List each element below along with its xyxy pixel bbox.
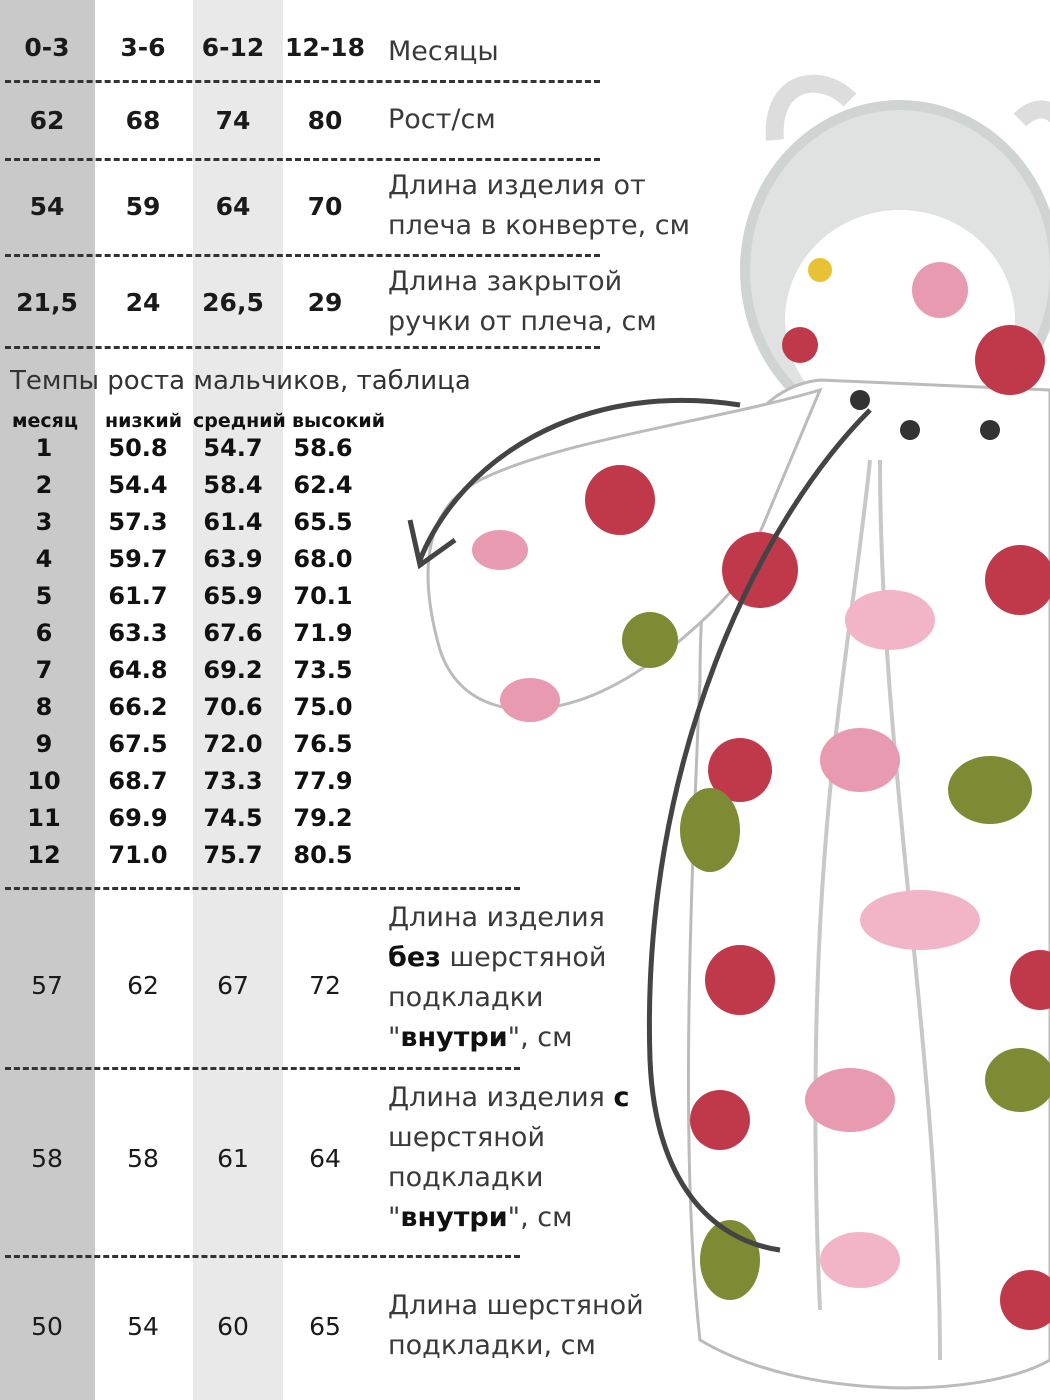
growth-high-cell: 68.0 [293, 545, 353, 573]
growth-low-cell: 67.5 [108, 730, 168, 758]
growth-month-cell: 6 [35, 619, 53, 647]
height-cell: 62 [29, 106, 65, 135]
length-without-lining-cell: 67 [217, 971, 249, 1000]
growth-low-cell: 69.9 [108, 804, 168, 832]
growth-mid-cell: 69.2 [203, 656, 263, 684]
height-cell: 68 [125, 106, 161, 135]
growth-mid-cell: 74.5 [203, 804, 263, 832]
sleeve-cell: 21,5 [16, 288, 78, 317]
divider [5, 346, 600, 349]
growth-mid-cell: 54.7 [203, 434, 263, 462]
growth-mid-cell: 65.9 [203, 582, 263, 610]
growth-month-cell: 9 [35, 730, 53, 758]
label-line [388, 1018, 718, 1058]
label-line: подкладки [388, 982, 544, 1013]
length-label-line: плеча в конверте, см [388, 210, 690, 241]
growth-high-cell: 62.4 [293, 471, 353, 499]
emphasis-text: внутри [400, 1022, 508, 1053]
growth-high-cell: 70.1 [293, 582, 353, 610]
label-line [388, 1078, 718, 1118]
length-with-lining-cell: 58 [31, 1144, 63, 1173]
growth-header-high: высокий [292, 410, 386, 432]
emphasis-text: внутри [400, 1202, 508, 1233]
growth-month-cell: 12 [27, 841, 61, 869]
header-col-6-12: 6-12 [201, 33, 265, 62]
growth-mid-cell: 61.4 [203, 508, 263, 536]
length-without-lining-cell: 72 [309, 971, 341, 1000]
growth-mid-cell: 72.0 [203, 730, 263, 758]
growth-month-cell: 4 [35, 545, 53, 573]
growth-low-cell: 63.3 [108, 619, 168, 647]
growth-low-cell: 64.8 [108, 656, 168, 684]
growth-high-cell: 71.9 [293, 619, 353, 647]
label-line: подкладки, см [388, 1330, 596, 1361]
length-cell: 54 [29, 192, 65, 221]
growth-mid-cell: 67.6 [203, 619, 263, 647]
growth-month-cell: 5 [35, 582, 53, 610]
growth-month-cell: 8 [35, 693, 53, 721]
divider [5, 887, 520, 890]
length-label-line: Длина изделия от [388, 170, 646, 201]
label-line [388, 938, 718, 978]
header-col-0-3: 0-3 [24, 33, 70, 62]
lining-length-cell: 65 [309, 1312, 341, 1341]
lining-length-cell: 50 [31, 1312, 63, 1341]
label-text: шерстяной [440, 942, 607, 973]
label-line: шерстяной [388, 1122, 545, 1153]
label-text: Длина изделия [388, 1082, 614, 1113]
sleeve-cell: 29 [307, 288, 343, 317]
growth-low-cell: 66.2 [108, 693, 168, 721]
growth-table-title: Темпы роста мальчиков, таблица [10, 366, 471, 396]
header-col-12-18: 12-18 [285, 33, 365, 62]
header-col-3-6: 3-6 [120, 33, 166, 62]
label-line: Длина шерстяной [388, 1290, 644, 1321]
growth-mid-cell: 73.3 [203, 767, 263, 795]
growth-high-cell: 73.5 [293, 656, 353, 684]
growth-header-mid: средний [193, 410, 286, 432]
growth-header-month: месяц [12, 410, 78, 432]
emphasis-text: с [613, 1082, 630, 1113]
growth-low-cell: 57.3 [108, 508, 168, 536]
growth-mid-cell: 58.4 [203, 471, 263, 499]
growth-low-cell: 59.7 [108, 545, 168, 573]
growth-month-cell: 1 [35, 434, 53, 462]
label-line: подкладки [388, 1162, 544, 1193]
growth-low-cell: 68.7 [108, 767, 168, 795]
growth-high-cell: 79.2 [293, 804, 353, 832]
growth-header-low: низкий [105, 410, 183, 432]
growth-high-cell: 76.5 [293, 730, 353, 758]
growth-high-cell: 65.5 [293, 508, 353, 536]
label-line [388, 1198, 718, 1238]
growth-mid-cell: 70.6 [203, 693, 263, 721]
length-label [388, 166, 718, 246]
length-cell: 70 [307, 192, 343, 221]
label-line: Длина изделия [388, 902, 605, 933]
growth-low-cell: 54.4 [108, 471, 168, 499]
length-without-lining-cell: 57 [31, 971, 63, 1000]
label-text: ", см [507, 1022, 573, 1053]
growth-mid-cell: 75.7 [203, 841, 263, 869]
lining-length-label [388, 1286, 718, 1366]
growth-month-cell: 3 [35, 508, 53, 536]
length-with-lining-cell: 58 [127, 1144, 159, 1173]
length-with-lining-label [388, 1078, 718, 1238]
header-label: Месяцы [388, 36, 499, 67]
growth-month-cell: 7 [35, 656, 53, 684]
length-without-lining-label [388, 898, 718, 1058]
sleeve-label-line: ручки от плеча, см [388, 306, 657, 337]
growth-high-cell: 75.0 [293, 693, 353, 721]
divider [5, 1255, 520, 1258]
sleeve-cell: 24 [125, 288, 161, 317]
length-cell: 59 [125, 192, 161, 221]
length-without-lining-cell: 62 [127, 971, 159, 1000]
length-with-lining-cell: 64 [309, 1144, 341, 1173]
growth-month-cell: 11 [27, 804, 61, 832]
growth-high-cell: 58.6 [293, 434, 353, 462]
lining-length-cell: 60 [217, 1312, 249, 1341]
growth-low-cell: 50.8 [108, 434, 168, 462]
label-text: " [388, 1202, 401, 1233]
sleeve-cell: 26,5 [202, 288, 264, 317]
length-with-lining-cell: 61 [217, 1144, 249, 1173]
growth-month-cell: 2 [35, 471, 53, 499]
label-text: ", см [507, 1202, 573, 1233]
height-cell: 80 [307, 106, 343, 135]
growth-low-cell: 61.7 [108, 582, 168, 610]
label-text: " [388, 1022, 401, 1053]
lining-length-cell: 54 [127, 1312, 159, 1341]
emphasis-text: без [388, 942, 441, 973]
divider [5, 158, 600, 161]
growth-high-cell: 80.5 [293, 841, 353, 869]
divider [5, 254, 600, 257]
sleeve-label-line: Длина закрытой [388, 266, 623, 297]
height-cell: 74 [215, 106, 251, 135]
sleeve-label [388, 262, 718, 342]
divider [5, 80, 600, 83]
growth-month-cell: 10 [27, 767, 61, 795]
growth-low-cell: 71.0 [108, 841, 168, 869]
length-cell: 64 [215, 192, 251, 221]
divider [5, 1067, 520, 1070]
height-label: Рост/см [388, 104, 496, 135]
growth-high-cell: 77.9 [293, 767, 353, 795]
growth-mid-cell: 63.9 [203, 545, 263, 573]
